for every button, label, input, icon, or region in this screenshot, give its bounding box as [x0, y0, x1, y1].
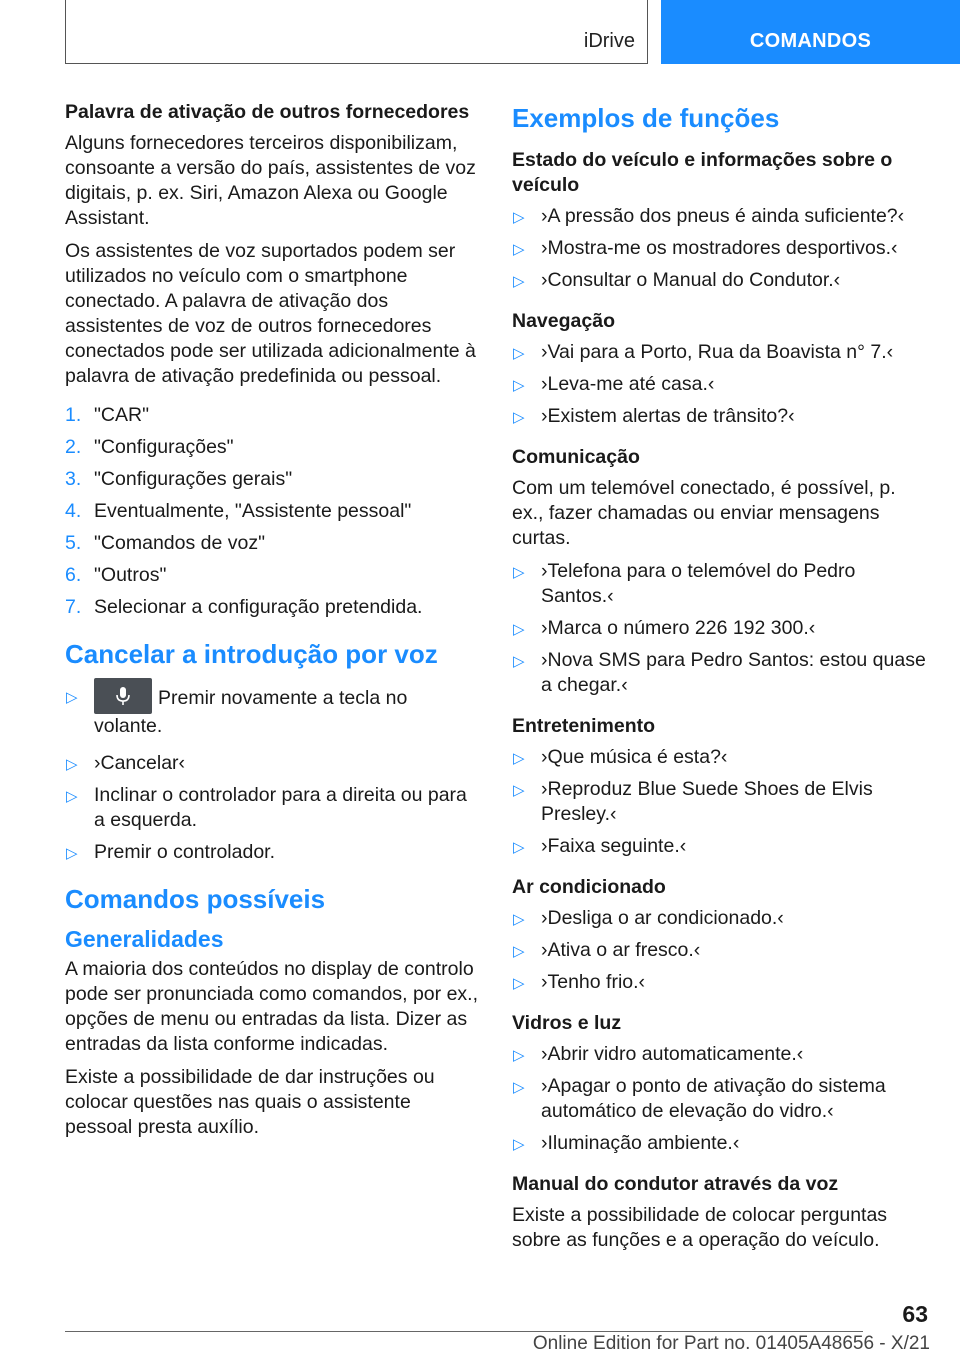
- list-item: ▷ ›Tenho frio.‹: [512, 970, 932, 995]
- triangle-bullet-icon: ▷: [513, 653, 525, 670]
- list-item: ▷ Premir novamente a tecla no volante.: [65, 684, 480, 739]
- list-item: ▷ ›Mostra-me os mostradores desportivos.‹: [512, 236, 932, 261]
- page-number: 63: [902, 1301, 928, 1327]
- triangle-bullet-icon: ▷: [513, 943, 525, 960]
- list-item: ▷ Premir o controlador.: [65, 840, 480, 865]
- step-item: 7. Selecionar a configuração pretendida.: [65, 596, 423, 618]
- triangle-bullet-icon: ▷: [513, 345, 525, 362]
- list-item: ▷ ›Telefona para o telemóvel do Pedro Santos.‹: [513, 560, 856, 607]
- triangle-bullet-icon: ▷: [513, 975, 525, 992]
- communication-heading: Comunicação: [512, 446, 640, 468]
- right-column: [512, 100, 932, 1261]
- list-item: ▷ ›Que música é esta?‹: [512, 745, 932, 770]
- list-item: ▷ ›Faixa seguinte.‹: [512, 834, 932, 859]
- air-conditioning-heading: Ar condicionado: [512, 876, 666, 898]
- general-paragraph-2: Existe a possibilidade de dar instruções ou colocar questões nas quais o assistente pessoal presta auxílio.: [65, 1066, 435, 1138]
- air-conditioning-list: [512, 906, 932, 995]
- triangle-bullet-icon: ▷: [513, 273, 525, 290]
- triangle-bullet-icon: ▷: [66, 845, 78, 862]
- steps-list: [65, 403, 480, 620]
- list-item: ▷ ›Nova SMS para Pedro Santos: estou quase a chegar.‹: [513, 649, 926, 696]
- triangle-bullet-icon: ▷: [513, 409, 525, 426]
- vehicle-status-list: [512, 204, 932, 293]
- list-item: ▷ ›Abrir vidro automaticamente.‹: [512, 1042, 932, 1067]
- triangle-bullet-icon: ▷: [66, 788, 78, 805]
- triangle-bullet-icon: ▷: [513, 209, 525, 226]
- triangle-bullet-icon: ▷: [513, 911, 525, 928]
- microphone-icon: [113, 686, 133, 706]
- communication-list: [512, 559, 932, 698]
- triangle-bullet-icon: ▷: [66, 756, 78, 773]
- wake-word-heading: Palavra de ativação de outros fornecedores: [65, 101, 470, 123]
- header-section-box: [65, 0, 648, 64]
- list-item: ▷ ›Existem alertas de trânsito?‹: [512, 404, 932, 429]
- communication-paragraph: Com um telemóvel conectado, é possível, p. ex., fazer chamadas ou enviar mensagens curtas.: [512, 477, 896, 549]
- windows-light-list: [512, 1042, 932, 1156]
- vehicle-status-heading: Estado do veículo e informações sobre o veículo: [512, 149, 893, 196]
- entertainment-heading: Entretenimento: [512, 715, 656, 737]
- triangle-bullet-icon: ▷: [513, 621, 525, 638]
- list-item: ▷ Inclinar o controlador para a direita ou para a esquerda.: [66, 784, 467, 831]
- list-item: ▷ ›Vai para a Porto, Rua da Boavista n° 7.‹: [512, 340, 932, 365]
- triangle-bullet-icon: ▷: [513, 241, 525, 258]
- header-chapter-tab: [661, 0, 960, 64]
- list-item: ▷ ›Cancelar‹: [65, 751, 480, 776]
- list-item: ▷ ›Consultar o Manual do Condutor.‹: [512, 268, 932, 293]
- step-item: 6. "Outros": [65, 564, 167, 586]
- general-heading: Generalidades: [65, 926, 224, 952]
- triangle-bullet-icon: ▷: [513, 377, 525, 394]
- triangle-bullet-icon: ▷: [513, 564, 525, 581]
- list-item: ▷ ›Ativa o ar fresco.‹: [512, 938, 932, 963]
- header-section-label: iDrive: [583, 30, 635, 52]
- triangle-bullet-icon: ▷: [513, 750, 525, 767]
- triangle-bullet-icon: ▷: [513, 782, 525, 799]
- triangle-bullet-icon: ▷: [513, 839, 525, 856]
- left-column: [65, 100, 480, 1148]
- step-item: 1. "CAR": [65, 404, 150, 426]
- triangle-bullet-icon: ▷: [513, 1079, 525, 1096]
- list-item: ▷ ›Apagar o ponto de ativação do sistema automático de elevação do vidro.‹: [513, 1075, 886, 1122]
- step-item: 4. Eventualmente, "Assistente pessoal": [65, 500, 412, 522]
- triangle-bullet-icon: ▷: [66, 689, 78, 706]
- entertainment-list: [512, 745, 932, 859]
- steering-voice-button: [94, 678, 152, 714]
- general-paragraph-1: A maioria dos conteúdos no display de controlo pode ser pronunciada como comandos, por ex., opções de menu ou entradas da lista. Dizer as entradas da lista conforme indicadas.: [65, 958, 478, 1055]
- voice-manual-paragraph: Existe a possibilidade de colocar perguntas sobre as funções e a operação do veículo.: [512, 1204, 888, 1251]
- wake-word-paragraph-2: Os assistentes de voz suportados podem ser utilizados no veículo com o smartphone conectado. A palavra de ativação dos assistentes de voz de outros fornecedores conectados pode ser utilizada adicionalmente à palavra de ativação predefinida ou pessoal.: [65, 240, 476, 387]
- list-item: ▷ ›Iluminação ambiente.‹: [512, 1131, 932, 1156]
- footer-divider: [65, 1331, 863, 1332]
- step-item: 2. "Configurações": [65, 436, 234, 458]
- navigation-heading: Navegação: [512, 310, 615, 332]
- footer-edition: Online Edition for Part no. 01405A48656 - X/21: [532, 1333, 930, 1354]
- header-chapter-label: COMANDOS: [749, 30, 872, 52]
- list-item: ▷ ›Leva-me até casa.‹: [512, 372, 932, 397]
- windows-light-heading: Vidros e luz: [512, 1012, 622, 1034]
- voice-manual-heading: Manual do condutor através da voz: [512, 1173, 839, 1195]
- wake-word-paragraph-1: Alguns fornecedores terceiros disponibilizam, consoante a versão do país, assistentes de voz digitais, p. ex. Siri, Amazon Alexa ou Google Assistant.: [65, 132, 476, 229]
- list-item: ▷ ›Desliga o ar condicionado.‹: [512, 906, 932, 931]
- possible-commands-heading: Comandos possíveis: [65, 884, 326, 914]
- list-item: ▷ ›A pressão dos pneus é ainda suficiente?‹: [512, 204, 932, 229]
- triangle-bullet-icon: ▷: [513, 1136, 525, 1153]
- navigation-list: [512, 340, 932, 429]
- step-item: 3. "Configurações gerais": [65, 468, 293, 490]
- list-item: ▷ ›Reproduz Blue Suede Shoes de Elvis Presley.‹: [513, 778, 873, 825]
- cancel-voice-heading: Cancelar a introdução por voz: [65, 639, 438, 669]
- triangle-bullet-icon: ▷: [513, 1047, 525, 1064]
- cancel-list: [65, 684, 480, 865]
- step-item: 5. "Comandos de voz": [65, 532, 266, 554]
- list-item: ▷ ›Marca o número 226 192 300.‹: [512, 616, 932, 641]
- examples-heading: Exemplos de funções: [512, 103, 780, 133]
